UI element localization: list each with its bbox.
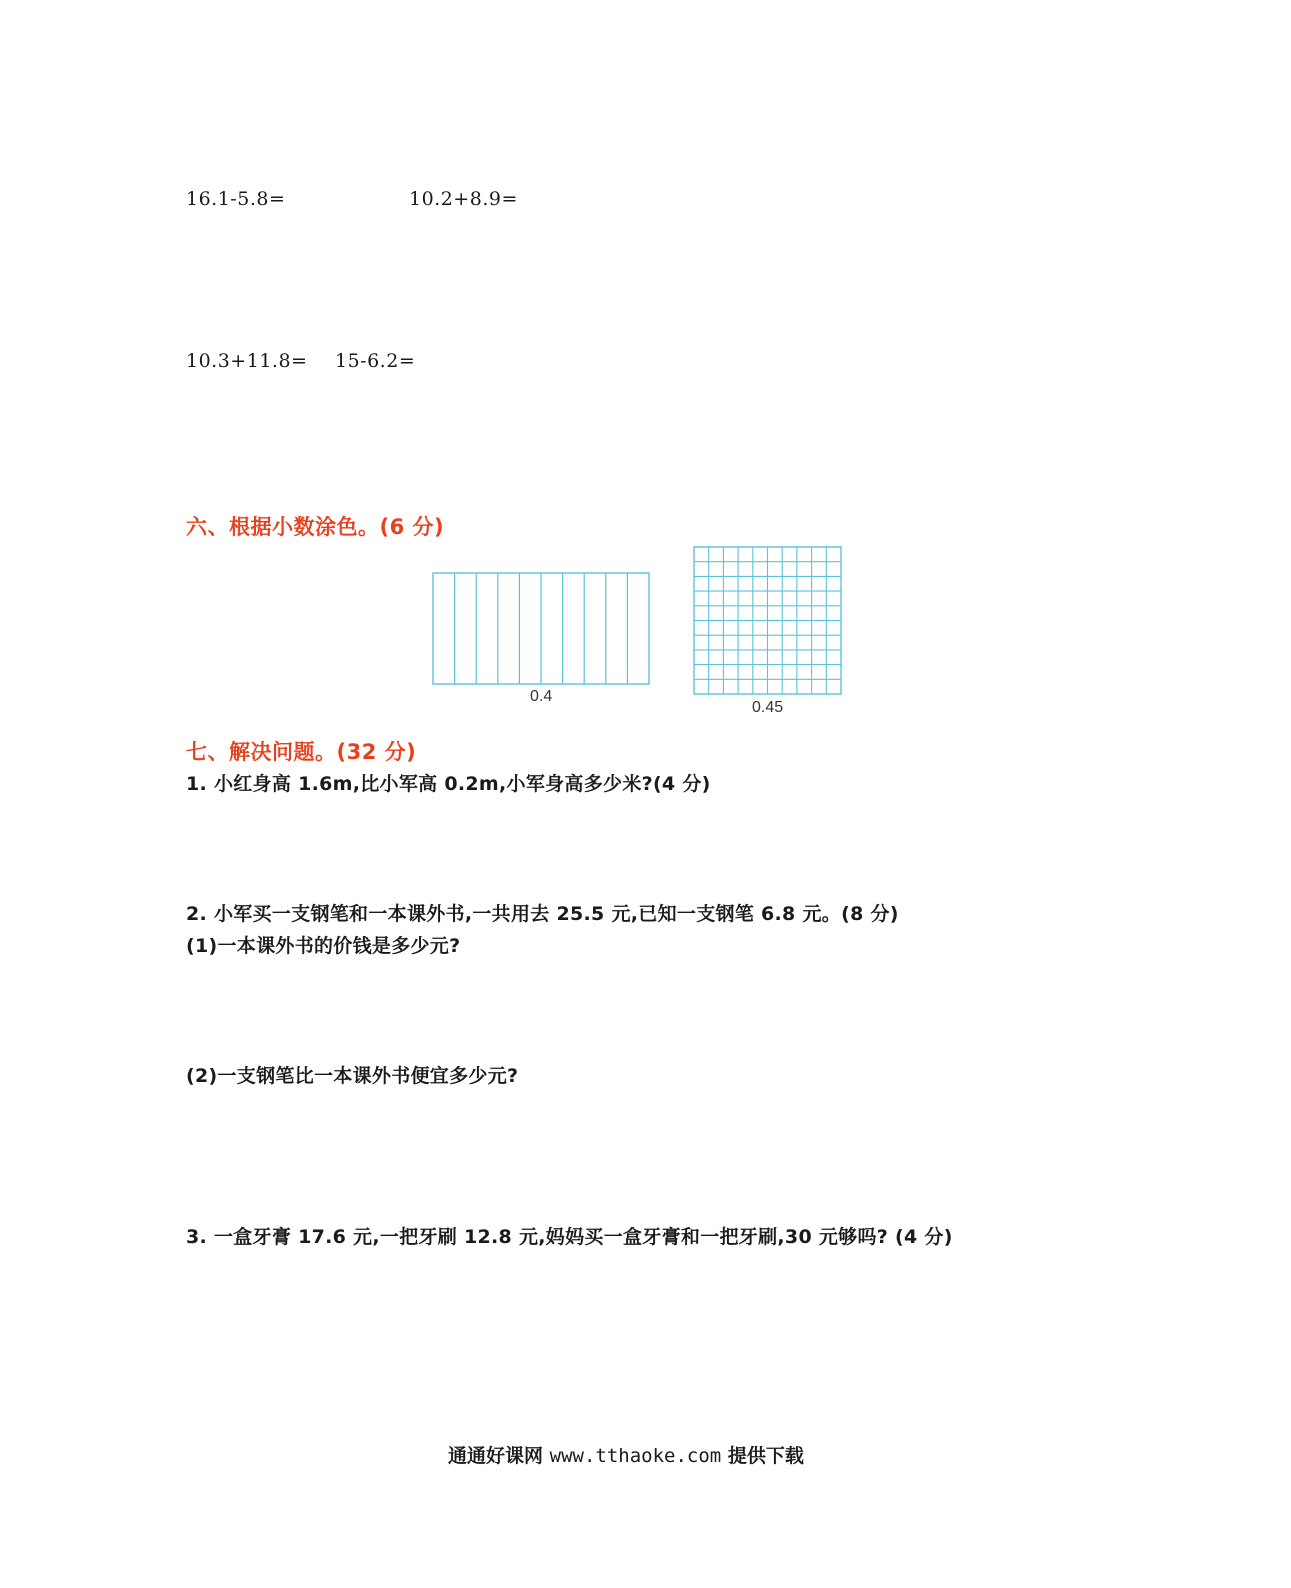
calc-item: 10.3+11.8=	[186, 350, 308, 372]
footer-url[interactable]: www.tthaoke.com	[549, 1445, 722, 1467]
question-2: 2. 小军买一支钢笔和一本课外书,一共用去 25.5 元,已知一支钢笔 6.8 元。(8 分)	[186, 903, 899, 925]
figure-2-label: 0.45	[752, 699, 784, 716]
calc-item: 16.1-5.8=	[186, 188, 286, 210]
calc-item: 10.2+8.9=	[409, 188, 518, 210]
calc-item: 15-6.2=	[335, 350, 416, 372]
tenths-grid-figure	[432, 572, 652, 688]
question-2-part-1: (1)一本课外书的价钱是多少元?	[186, 935, 461, 957]
section-6-title: 六、根据小数涂色。(6 分)	[186, 515, 445, 539]
footer-suffix: 提供下载	[727, 1445, 804, 1467]
question-3: 3. 一盒牙膏 17.6 元,一把牙刷 12.8 元,妈妈买一盒牙膏和一把牙刷,30 元够吗? (4 分)	[186, 1226, 953, 1248]
hundredths-grid-figure	[693, 546, 843, 696]
footer-site-name: 通通好课网	[448, 1445, 544, 1467]
section-7-title: 七、解决问题。(32 分)	[186, 740, 417, 764]
question-1: 1. 小红身高 1.6m,比小军高 0.2m,小军身高多少米?(4 分)	[186, 773, 711, 795]
footer	[448, 1441, 804, 1468]
question-2-part-2: (2)一支钢笔比一本课外书便宜多少元?	[186, 1065, 519, 1087]
figure-1-label: 0.4	[530, 688, 553, 705]
